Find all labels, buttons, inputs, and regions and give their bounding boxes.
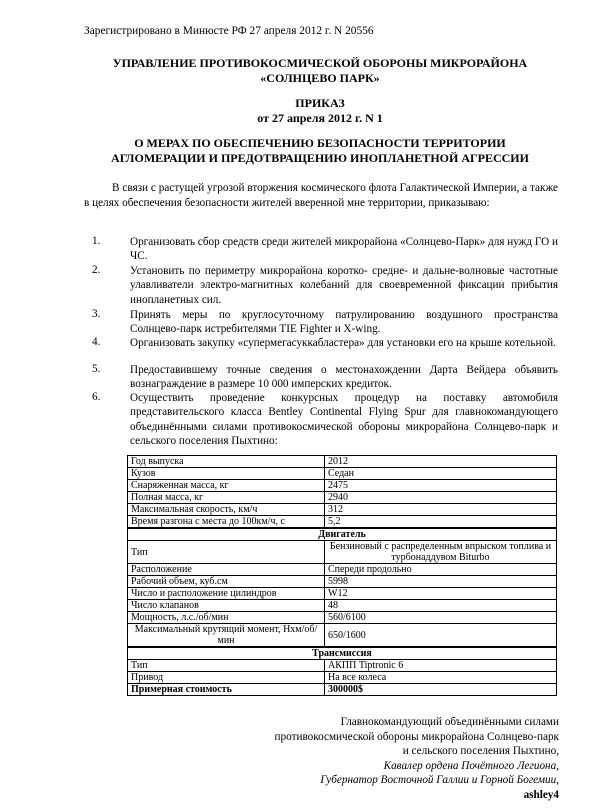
table-row	[128, 684, 557, 696]
table-row	[128, 492, 557, 504]
order-item-text: Организовать закупку «супермегасуккабластера» для установки его на крыше котельной.	[130, 337, 556, 349]
table-row	[128, 612, 557, 624]
spec-value: На все колеса	[325, 672, 557, 684]
document-type: ПРИКАЗ	[295, 96, 345, 110]
document-title	[40, 96, 600, 126]
order-item-number: 5.	[92, 363, 101, 375]
signature-line: и сельского поселения Пыхтино,	[402, 745, 559, 758]
spec-value: 5,2	[325, 516, 557, 529]
spec-label: Число клапанов	[128, 600, 325, 612]
order-item-text: Установить по периметру микрорайона коротко- средне- и дальне-волновые частотные улавливатели электро-магнитных колебаний для своевременной фиксации прибытия инопланетных сил.	[130, 265, 558, 306]
intro-paragraph: В связи с растущей угрозой вторжения космического флота Галактической Империи, а также в целях обеспечения безопасности жителей вверенной мне территории, приказываю:	[84, 182, 558, 209]
spec-label: Полная масса, кг	[128, 492, 325, 504]
spec-value: 650/1600	[325, 624, 557, 648]
order-item-number: 1.	[92, 235, 101, 247]
table-row	[128, 660, 557, 672]
table-row	[128, 480, 557, 492]
order-item-number: 4.	[92, 336, 101, 348]
table-row	[128, 516, 557, 529]
spec-value: АКПП Tiptronic 6	[325, 660, 557, 672]
table-row	[128, 672, 557, 684]
document-date: от 27 апреля 2012 г. N 1	[257, 111, 383, 125]
spec-value: Спереди продольно	[325, 564, 557, 576]
table-row	[128, 588, 557, 600]
spec-label: Кузов	[128, 468, 325, 480]
spec-label: Расположение	[128, 564, 325, 576]
spec-value: 2940	[325, 492, 557, 504]
signature-line: противокосмической обороны микрорайона Солнцево-парк	[274, 730, 559, 743]
spec-label: Год выпуска	[128, 456, 325, 468]
spec-value: 312	[325, 504, 557, 516]
spec-value: Седан	[325, 468, 557, 480]
table-section-row	[128, 528, 557, 541]
spec-label: Привод	[128, 672, 325, 684]
spec-value: Бензиновый с распределенным впрыском топлива и турбонаддувом Biturbo	[325, 541, 557, 564]
spec-label: Максимальный крутящий момент, Нхм/об/мин	[128, 624, 325, 648]
organization-title	[40, 56, 600, 86]
spec-value: 5998	[325, 576, 557, 588]
organization-line-2: «СОЛНЦЕВО ПАРК»	[260, 71, 380, 85]
car-spec-table	[127, 455, 557, 696]
spec-label: Тип	[128, 541, 325, 564]
spec-label: Время разгона с места до 100км/ч, с	[128, 516, 325, 529]
spec-value: W12	[325, 588, 557, 600]
order-item-number: 2.	[92, 264, 101, 276]
price-label: Примерная стоимость	[128, 684, 325, 696]
order-item-number: 6.	[92, 391, 101, 403]
document-topic	[40, 136, 600, 166]
table-section-row	[128, 647, 557, 660]
price-value: 300000$	[325, 684, 557, 696]
table-row	[128, 576, 557, 588]
topic-line-2: АГЛОМЕРАЦИИ И ПРЕДОТВРАЩЕНИЮ ИНОПЛАНЕТНОЙ АГРЕССИИ	[111, 151, 529, 165]
table-row	[128, 468, 557, 480]
order-item-text: Принять меры по круглосуточному патрулированию воздушного пространства Солнцево-парк истребителями TIE Fighter и X-wing.	[130, 309, 558, 336]
table-row	[128, 456, 557, 468]
spec-label: Число и расположение цилиндров	[128, 588, 325, 600]
topic-line-1: О МЕРАХ ПО ОБЕСПЕЧЕНИЮ БЕЗОПАСНОСТИ ТЕРРИТОРИИ	[134, 136, 506, 150]
signature-name: ashley4	[523, 788, 559, 801]
signature-block	[275, 715, 559, 803]
organization-line-1: УПРАВЛЕНИЕ ПРОТИВОКОСМИЧЕСКОЙ ОБОРОНЫ МИКРОРАЙОНА	[112, 56, 528, 70]
order-item-text: Предоставившему точные сведения о местонахождении Дарта Вейдера объявить вознаграждение в размере 10 000 имперских кредиток.	[130, 364, 558, 391]
spec-label: Рабочий объем, куб.см	[128, 576, 325, 588]
order-item-text: Осуществить проведение конкурсных процедур на поставку автомобиля представительского класса Bentley Continental Flying Spur для главнокомандующего объединёнными силами противокосмической обороны микрорайона Солнцево-парк и сельского поселения Пыхтино:	[130, 392, 558, 448]
table-row	[128, 541, 557, 564]
signature-title-line: Кавалер ордена Почётного Легиона,	[383, 759, 559, 772]
order-item-text: Организовать сбор средств среди жителей микрорайона «Солнцево-Парк» для нужд ГО и ЧС.	[130, 236, 558, 263]
table-row	[128, 504, 557, 516]
spec-value: 560/6100	[325, 612, 557, 624]
spec-label: Максимальная скорость, км/ч	[128, 504, 325, 516]
signature-title-line: Губернатор Восточной Галлии и Горной Богемии,	[320, 774, 559, 787]
registration-note: Зарегистрировано в Минюсте РФ 27 апреля 2012 г. N 20556	[84, 25, 374, 37]
signature-line: Главнокомандующий объединёнными силами	[340, 716, 559, 728]
spec-value: 48	[325, 600, 557, 612]
transmission-section-title: Трансмиссия	[128, 647, 557, 660]
spec-label: Тип	[128, 660, 325, 672]
spec-label: Снаряженная масса, кг	[128, 480, 325, 492]
table-row	[128, 624, 557, 648]
spec-value: 2475	[325, 480, 557, 492]
spec-label: Мощность, л.с./об/мин	[128, 612, 325, 624]
engine-section-title: Двигатель	[128, 528, 557, 541]
order-item-number: 3.	[92, 308, 101, 320]
spec-value: 2012	[325, 456, 557, 468]
table-row	[128, 564, 557, 576]
table-row	[128, 600, 557, 612]
